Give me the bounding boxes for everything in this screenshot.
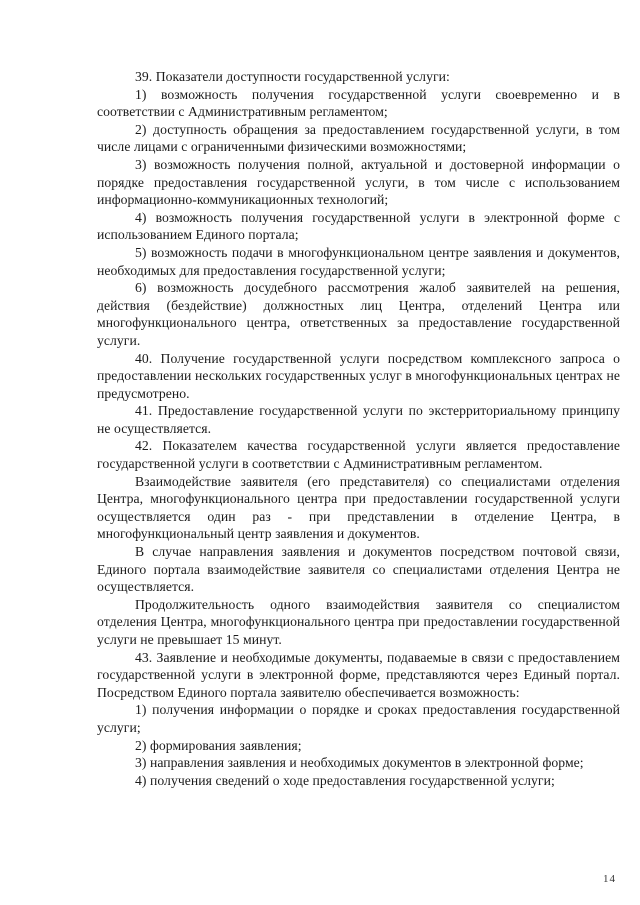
- page-number: 14: [603, 873, 616, 885]
- list-item-2: 2) доступность обращения за предоставлением государственной услуги, в том числе лицами с ограниченными физическими возможностями;: [97, 121, 620, 155]
- portal-item-3: 3) направления заявления и необходимых документов в электронной форме;: [135, 755, 584, 771]
- list-item-3: 3) возможность получения полной, актуальной и достоверной информации о порядке предоставления государственной услуги, в том числе с использованием информационно-коммуникационных технологий;: [97, 156, 620, 208]
- document-body: [97, 68, 620, 789]
- paragraph-43: 43. Заявление и необходимые документы, подаваемые в связи с предоставлением государственной услуги в электронной форме, представляются через Единый портал. Посредством Единого портала заявителю обеспечивается возможность:: [97, 649, 620, 700]
- portal-item-4: 4) получения сведений о ходе предоставления государственной услуги;: [135, 772, 555, 788]
- paragraph-42: 42. Показателем качества государственной услуги является предоставление государственной услуги в соответствии с Административным регламентом.: [97, 438, 620, 472]
- portal-item-2: 2) формирования заявления;: [135, 737, 302, 753]
- paragraph-interaction: Взаимодействие заявителя (его представителя) со специалистами отделения Центра, многофункционального центра при предоставлении государственной услуги осуществляется один раз - при представлении в отделение Центра, в многофункциональный центр заявления и документов.: [97, 473, 620, 542]
- paragraph-40: 40. Получение государственной услуги посредством комплексного запроса о предоставлении нескольких государственных услуг в многофункциональных центрах не предусмотрено.: [97, 350, 620, 401]
- list-item-4: 4) возможность получения государственной услуги в электронной форме с использованием Единого портала;: [97, 209, 620, 243]
- paragraph-postal: В случае направления заявления и документов посредством почтовой связи, Единого портала взаимодействие заявителя со специалистами отделения Центра не осуществляется.: [97, 544, 620, 595]
- list-item-5: 5) возможность подачи в многофункциональном центре заявления и документов, необходимых для предоставления государственной услуги;: [97, 244, 620, 278]
- list-item-1: 1) возможность получения государственной услуги своевременно и в соответствии с Административным регламентом;: [97, 86, 620, 120]
- paragraph-39-heading: 39. Показатели доступности государственной услуги:: [135, 69, 450, 84]
- portal-item-1: 1) получения информации о порядке и сроках предоставления государственной услуги;: [97, 702, 620, 735]
- paragraph-duration: Продолжительность одного взаимодействия заявителя со специалистом отделения Центра, многофункционального центра при предоставлении государственной услуги не превышает 15 минут.: [97, 596, 620, 647]
- paragraph-41: 41. Предоставление государственной услуги по экстерриториальному принципу не осуществляется.: [97, 403, 620, 436]
- list-item-6: 6) возможность досудебного рассмотрения жалоб заявителей на решения, действия (бездействие) должностных лиц Центра, отделений Центра или многофункционального центра, ответственных за предоставление государственной услуги.: [97, 280, 620, 348]
